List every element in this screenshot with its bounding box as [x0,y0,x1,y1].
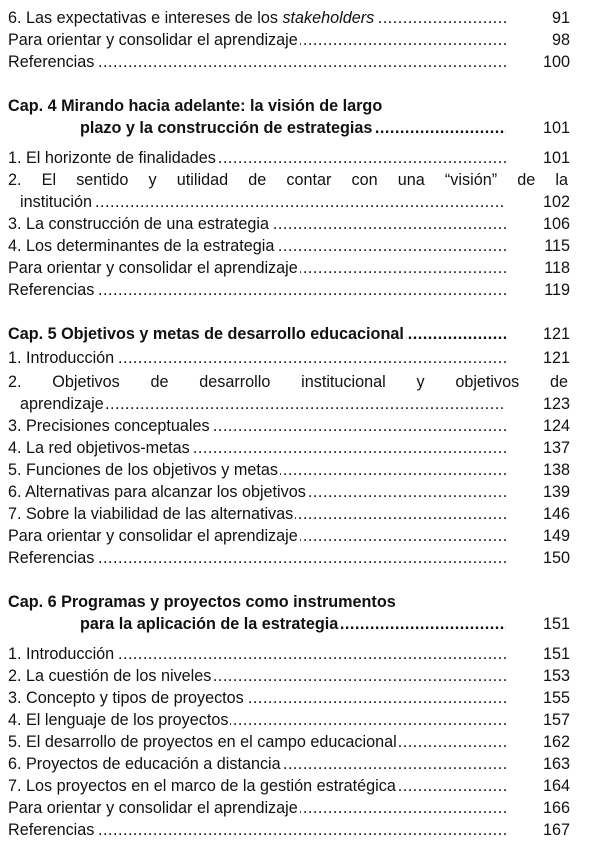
toc-entry [8,170,570,190]
page-number: 121 [542,349,570,367]
chapter-heading [8,592,570,612]
toc-entry [8,8,570,28]
page-number: 164 [542,777,570,795]
chapter-heading [8,96,570,116]
entry-text: Para orientar y consolidar el aprendizaje [8,31,298,49]
toc-entry [8,644,570,664]
page-number: 150 [542,549,570,567]
page-number: 102 [542,193,570,211]
page-number: 100 [542,53,570,71]
toc-entry [20,192,570,212]
chapter-heading [80,118,570,138]
toc-entry [8,710,570,730]
toc-entry [20,394,570,414]
page-number: 91 [551,9,570,27]
page-number: 118 [544,259,570,277]
entry-text: 2. Objetivos de desarrollo institucional y objetivos de [8,373,568,391]
page-number: 106 [542,215,570,233]
entry-text: 2. La cuestión de los niveles [8,667,212,685]
chapter-title: plazo y la construcción de estrategias [80,119,373,137]
toc-entry [8,688,570,708]
toc-entry [8,548,570,568]
toc-entry [8,280,570,300]
page-number: 155 [542,689,570,707]
entry-text: 5. El desarrollo de proyectos en el campo educacional [8,733,397,751]
entry-text: Para orientar y consolidar el aprendizaje [8,259,298,277]
page-number: 157 [542,711,570,729]
toc-entry [8,776,570,796]
chapter-title: Cap. 5 Objetivos y metas de desarrollo educacional [8,325,404,343]
toc-entry [8,732,570,752]
page-number: 146 [542,505,570,523]
chapter-title: Cap. 4 Mirando hacia adelante: la visión de largo [8,97,383,115]
toc-entry [8,666,570,686]
toc-entry [8,754,570,774]
page-number: 151 [542,615,570,633]
page-number: 115 [544,237,570,255]
page-number: 124 [542,417,570,435]
entry-text: 1. Introducción [8,349,115,367]
toc-entry [8,482,570,502]
page-number: 138 [542,461,570,479]
entry-text: 4. El lenguaje de los proyectos [8,711,229,729]
page-number: 101 [542,119,570,137]
page-number: 98 [551,31,570,49]
entry-text-italic: stakeholders [282,9,375,27]
toc-entry [8,52,570,72]
page-number: 123 [542,395,570,413]
toc-entry [8,416,570,436]
toc-entry [8,798,570,818]
entry-text: 7. Sobre la viabilidad de las alternativas [8,505,294,523]
page-number: 139 [542,483,570,501]
chapter-heading [8,324,570,344]
entry-text: institución [20,193,92,211]
page-number: 121 [542,325,570,343]
page-number: 167 [542,821,570,839]
entry-text: Para orientar y consolidar el aprendizaje [8,799,298,817]
entry-text: aprendizaje [20,395,104,413]
entry-text: 6. Alternativas para alcanzar los objetivos [8,483,306,501]
toc-entry [8,460,570,480]
page-number: 137 [542,439,570,457]
chapter-title: Cap. 6 Programas y proyectos como instrumentos [8,593,396,611]
entry-text: 1. Introducción [8,645,115,663]
toc-entry [8,214,570,234]
toc-entry [8,258,570,278]
chapter-heading [80,614,570,634]
toc-entry [8,236,570,256]
entry-text: 3. Precisiones conceptuales [8,417,210,435]
toc-entry [8,820,570,840]
entry-text: 6. Proyectos de educación a distancia [8,755,281,773]
page-number: 153 [542,667,570,685]
entry-text: Referencias [8,549,95,567]
toc-entry [8,148,570,168]
page-number: 151 [542,645,570,663]
entry-text: 5. Funciones de los objetivos y metas [8,461,278,479]
toc-entry [8,526,570,546]
page-number: 119 [544,281,570,299]
entry-text: 2. El sentido y utilidad de contar con una “visión” de la [8,171,568,189]
entry-text: 7. Los proyectos en el marco de la gestión estratégica [8,777,396,795]
entry-text: 4. La red objetivos-metas [8,439,190,457]
chapter-title: para la aplicación de la estrategia [80,615,339,633]
toc-entry [8,438,570,458]
toc-entry [8,372,570,392]
toc-entry [8,348,570,368]
page-number: 101 [542,149,570,167]
entry-text: 4. Los determinantes de la estrategia [8,237,275,255]
page-number: 149 [542,527,570,545]
entry-text: 3. Concepto y tipos de proyectos [8,689,244,707]
page-number: 162 [542,733,570,751]
page-number: 163 [542,755,570,773]
page-number: 166 [542,799,570,817]
entry-text: 3. La construcción de una estrategia [8,215,269,233]
entry-text: 1. El horizonte de finalidades [8,149,216,167]
toc-entry [8,504,570,524]
entry-text: Para orientar y consolidar el aprendizaje [8,527,298,545]
entry-text: Referencias [8,821,95,839]
entry-text: Referencias [8,53,95,71]
toc-entry [8,30,570,50]
entry-text: 6. Las expectativas e intereses de los [8,9,283,27]
entry-text: Referencias [8,281,95,299]
